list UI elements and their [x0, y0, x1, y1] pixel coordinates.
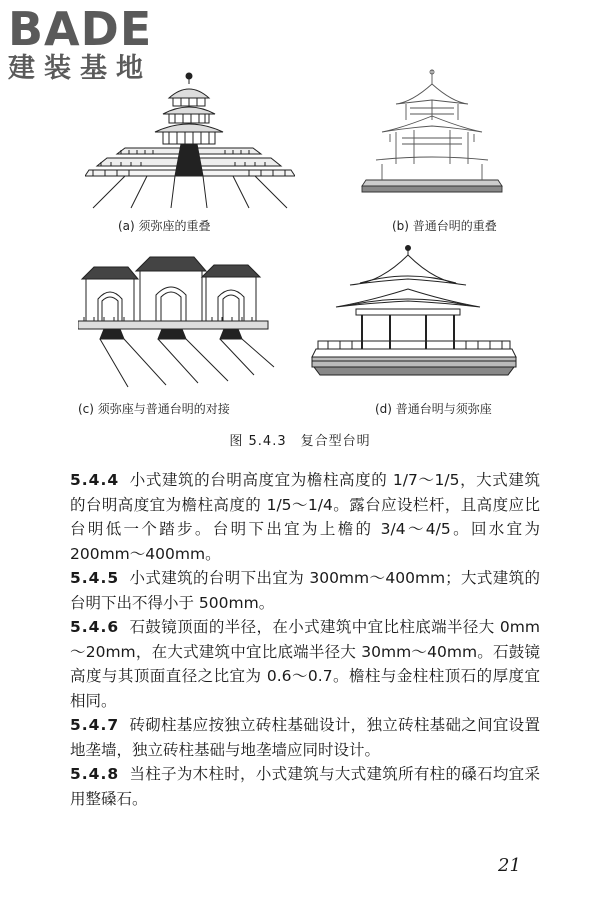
- clause-text: 当柱子为木柱时，小式建筑与大式建筑所有柱的磉石均宜采用整磉石。: [70, 765, 540, 808]
- clause-text: 小式建筑的台明高度宜为檐柱高度的 1/7～1/5，大式建筑的台明高度宜为檐柱高度的 1/5～1/4。露台应设栏杆，且高度应比台明低一个踏步。台明下出宜为上檐的 3/4～4/5。回水宜为 200mm～400mm。: [70, 471, 540, 563]
- clause-5-4-5: [70, 566, 540, 615]
- figure-a-caption: (a) 须弥座的重叠: [118, 219, 211, 233]
- clause-number: 5.4.5: [70, 569, 120, 587]
- clause-5-4-6: [70, 615, 540, 713]
- clause-5-4-4: [70, 468, 540, 566]
- figure-c-caption: (c) 须弥座与普通台明的对接: [78, 402, 230, 416]
- figure-a-illustration: [85, 70, 295, 210]
- clause-5-4-8: [70, 762, 540, 811]
- figure-d-illustration: [310, 245, 520, 385]
- figure-c-illustration: [78, 255, 278, 390]
- clause-number: 5.4.4: [70, 471, 120, 489]
- clause-text: 砖砌柱基应按独立砖柱基础设计，独立砖柱基础之间宜设置地垄墙，独立砖柱基础与地垄墙应同时设计。: [70, 716, 540, 759]
- clause-text: 小式建筑的台明下出宜为 300mm～400mm；大式建筑的台明下出不得小于 500mm。: [70, 569, 540, 612]
- clause-number: 5.4.8: [70, 765, 120, 783]
- logo-word: BADE: [8, 2, 153, 56]
- logo-subtitle: 建装基地: [8, 53, 152, 84]
- clause-number: 5.4.6: [70, 618, 120, 636]
- clauses: [70, 468, 540, 811]
- clause-text: 石鼓镜顶面的半径，在小式建筑中宜比柱底端半径大 0mm～20mm，在大式建筑中宜比底端半径大 30mm～40mm。石鼓镜高度与其顶面直径之比宜为 0.6～0.7。檐柱与金柱柱顶石的厚度宜相同。: [70, 618, 540, 710]
- figure-title: 图 5.4.3 复合型台明: [229, 434, 371, 449]
- clause-number: 5.4.7: [70, 716, 120, 734]
- figure-d-caption: (d) 普通台明与须弥座: [375, 402, 492, 416]
- figure-b-caption: (b) 普通台明的重叠: [392, 219, 497, 233]
- clause-5-4-7: [70, 713, 540, 762]
- figure-b-illustration: [352, 68, 512, 208]
- page-number: 21: [498, 855, 521, 876]
